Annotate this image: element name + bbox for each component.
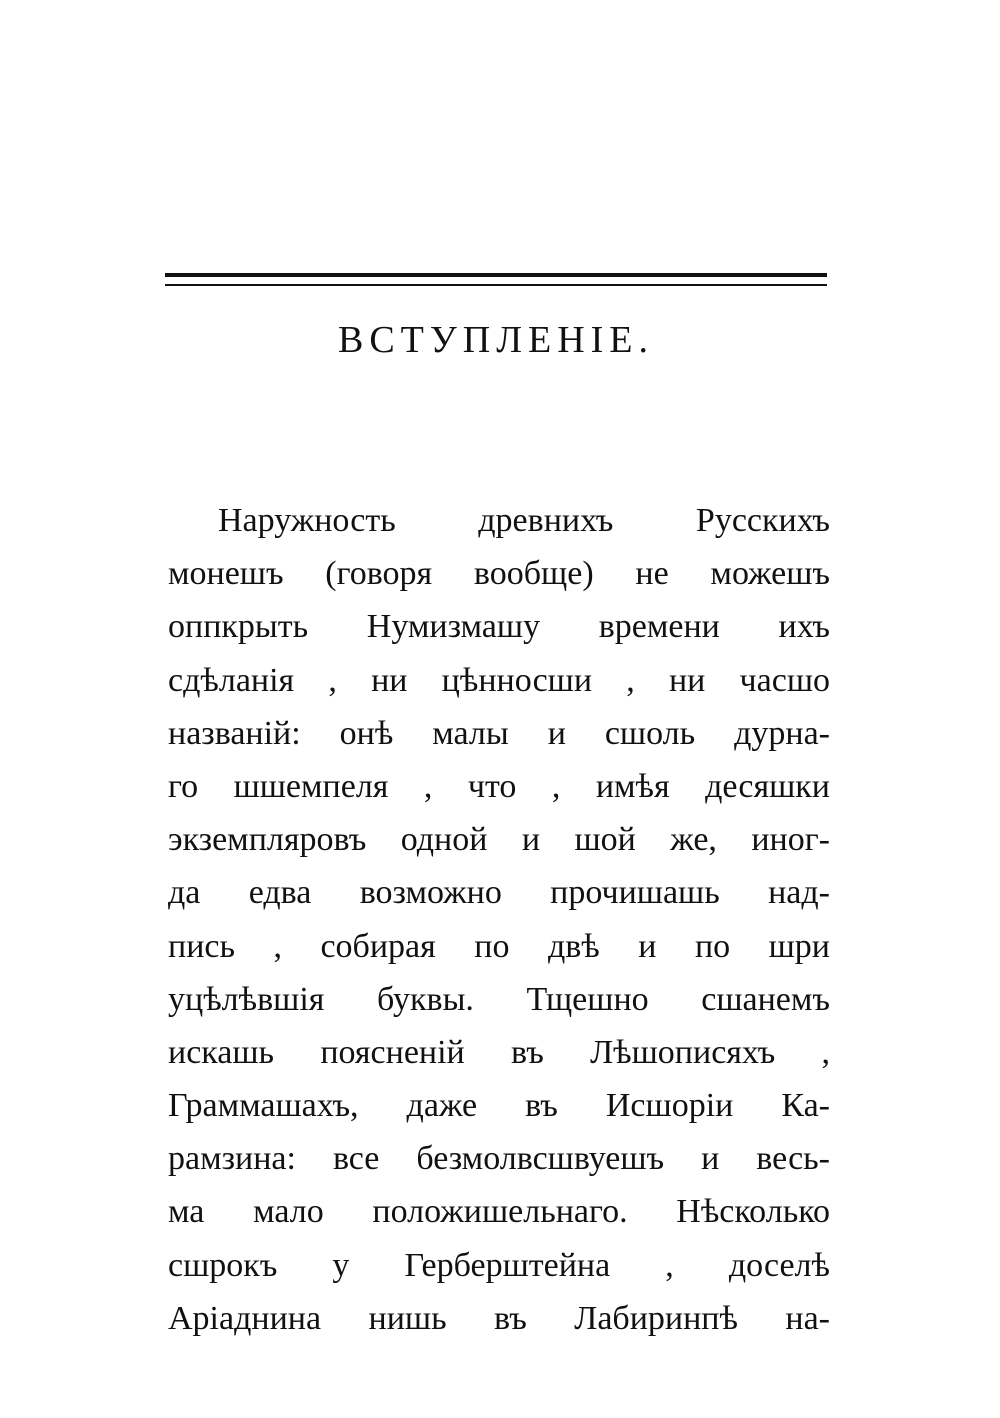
text-line: названій: онѣ малы и сшоль дурна- <box>168 714 830 752</box>
text-line: сдѣланія , ни цѣнносши , ни часшо <box>168 661 830 699</box>
text-line: Граммашахъ, даже въ Исшоріи Ка- <box>168 1087 830 1125</box>
text-line: сшрокъ у Герберштейна , доселѣ <box>168 1246 830 1284</box>
header-rule-thin <box>165 284 827 286</box>
body-paragraph <box>168 494 830 1345</box>
text-line: экземпляровъ одной и шой же, иног- <box>168 821 830 859</box>
text-line: пись , собирая по двѣ и по шри <box>168 927 830 965</box>
text-line: монешъ (говоря вообще) не можешъ <box>168 555 830 593</box>
text-line: да едва возможно прочишашь над- <box>168 874 830 912</box>
text-line: Наружность древнихъ Русскихъ <box>218 502 830 539</box>
chapter-heading: ВСТУПЛЕНIЕ. <box>337 319 655 361</box>
text-line: рамзина: все безмолвсшвуешъ и весь- <box>168 1140 830 1178</box>
text-line: го шшемпеля , что , имѣя десяшки <box>168 767 830 805</box>
text-line: ма мало положишельнаго. Нѣсколько <box>168 1193 830 1231</box>
text-line: искашь поясненій въ Лѣшописяхъ , <box>168 1033 830 1071</box>
header-rule-thick <box>165 273 827 277</box>
text-line: уцѣлѣвшія буквы. Тщешно сшанемъ <box>168 980 830 1018</box>
text-line: оппкрыть Нумизмашу времени ихъ <box>168 608 830 646</box>
text-line: Аріаднина нишь въ Лабиринпѣ на- <box>168 1299 830 1337</box>
